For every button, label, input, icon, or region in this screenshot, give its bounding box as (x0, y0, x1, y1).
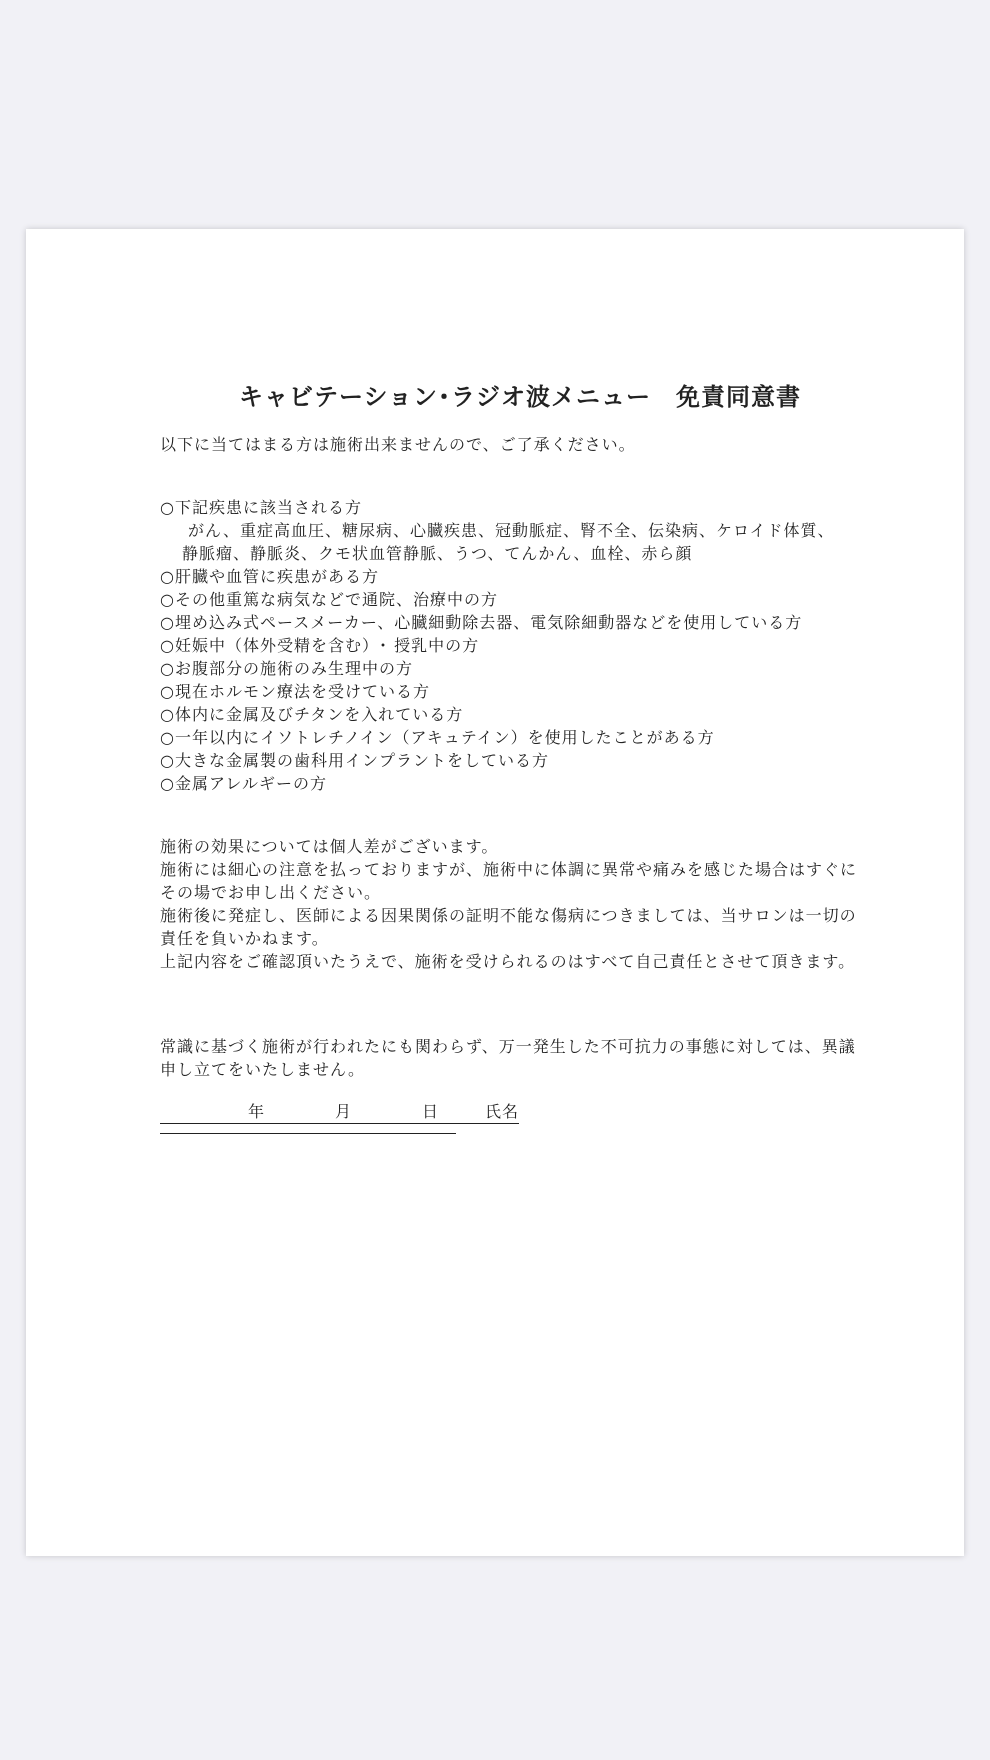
spacer (160, 973, 860, 1035)
list-item (160, 611, 860, 634)
paragraph-liability: 施術後に発症し、医師による因果関係の証明不能な傷病につきましては、当サロンは一切の責任を負いかねます。 (160, 906, 857, 948)
paragraph-self-responsibility: 上記内容をご確認頂いたうえで、施術を受けられるのはすべて自己責任とさせて頂きます。 (160, 952, 856, 971)
bullet-icon: ○ (160, 728, 175, 747)
paragraph-closing: 常識に基づく施術が行われたにも関わらず、万一発生した不可抗力の事態に対しては、異議申し立てをいたしません。 (160, 1037, 856, 1079)
bullet-icon: ○ (160, 751, 175, 770)
year-label: 年 (248, 1102, 266, 1121)
disease-list-line2: 静脈瘤、静脈炎、クモ状血管静脈、うつ、てんかん、血栓、赤ら顔 (182, 544, 693, 563)
list-item-label: 現在ホルモン療法を受けている方 (175, 682, 431, 701)
list-item-label: 埋め込み式ペースメーカー、心臓細動除去器、電気除細動器などを使用している方 (175, 613, 803, 632)
list-item (160, 749, 860, 772)
bullet-icon: ○ (160, 682, 175, 701)
bullet-icon: ○ (160, 590, 175, 609)
list-item-label: その他重篤な病気などで通院、治療中の方 (175, 590, 499, 609)
disease-list-line1: がん、重症高血圧、糖尿病、心臓疾患、冠動脈症、腎不全、伝染病、ケロイド体質、 (188, 521, 835, 540)
bullet-icon: ○ (160, 567, 175, 586)
document-content (160, 381, 860, 1134)
bullet-icon: ○ (160, 705, 175, 724)
list-item-label: 一年以内にイソトレチノイン（アキュテイン）を使用したことがある方 (175, 728, 715, 747)
list-item-label: 体内に金属及びチタンを入れている方 (175, 705, 464, 724)
list-item-label: お腹部分の施術のみ生理中の方 (175, 659, 414, 678)
spacer (160, 795, 860, 835)
list-item (160, 565, 860, 588)
name-label: 氏名 (485, 1102, 520, 1121)
bullet-icon: ○ (160, 613, 175, 632)
paragraph-caution: 施術には細心の注意を払っておりますが、施術中に体調に異常や痛みを感じた場合はすぐにその場でお申し出ください。 (160, 860, 858, 902)
signature-name-line[interactable] (160, 1132, 456, 1134)
month-label: 月 (335, 1102, 353, 1121)
paragraph-individual-difference: 施術の効果については個人差がございます。 (160, 837, 499, 856)
day-label: 日 (422, 1102, 440, 1121)
bullet-icon: ○ (160, 498, 175, 517)
bullet-icon: ○ (160, 774, 175, 793)
list-item (160, 634, 860, 657)
bullet-icon: ○ (160, 659, 175, 678)
list-item (160, 726, 860, 749)
list-item (160, 657, 860, 680)
list-item-label: 妊娠中（体外受精を含む）･ 授乳中の方 (175, 636, 480, 655)
list-item-label: 大きな金属製の歯科用インプラントをしている方 (175, 751, 550, 770)
list-item (160, 680, 860, 703)
list-item-label: 金属アレルギーの方 (175, 774, 327, 793)
list-item-label: 肝臓や血管に疾患がある方 (175, 567, 380, 586)
list-item (160, 703, 860, 726)
document-page (26, 229, 964, 1556)
bullet-icon: ○ (160, 636, 175, 655)
signature-date-row (160, 1101, 519, 1124)
list-item-diseases (160, 496, 860, 519)
intro-text: 以下に当てはまる方は施術出来ませんので、ご了承ください。 (160, 435, 636, 454)
list-item-label: 下記疾患に該当される方 (175, 498, 363, 517)
list-item (160, 772, 860, 795)
list-item (160, 588, 860, 611)
document-title: キャビテーション･ラジオ波メニュー 免責同意書 (238, 383, 802, 411)
